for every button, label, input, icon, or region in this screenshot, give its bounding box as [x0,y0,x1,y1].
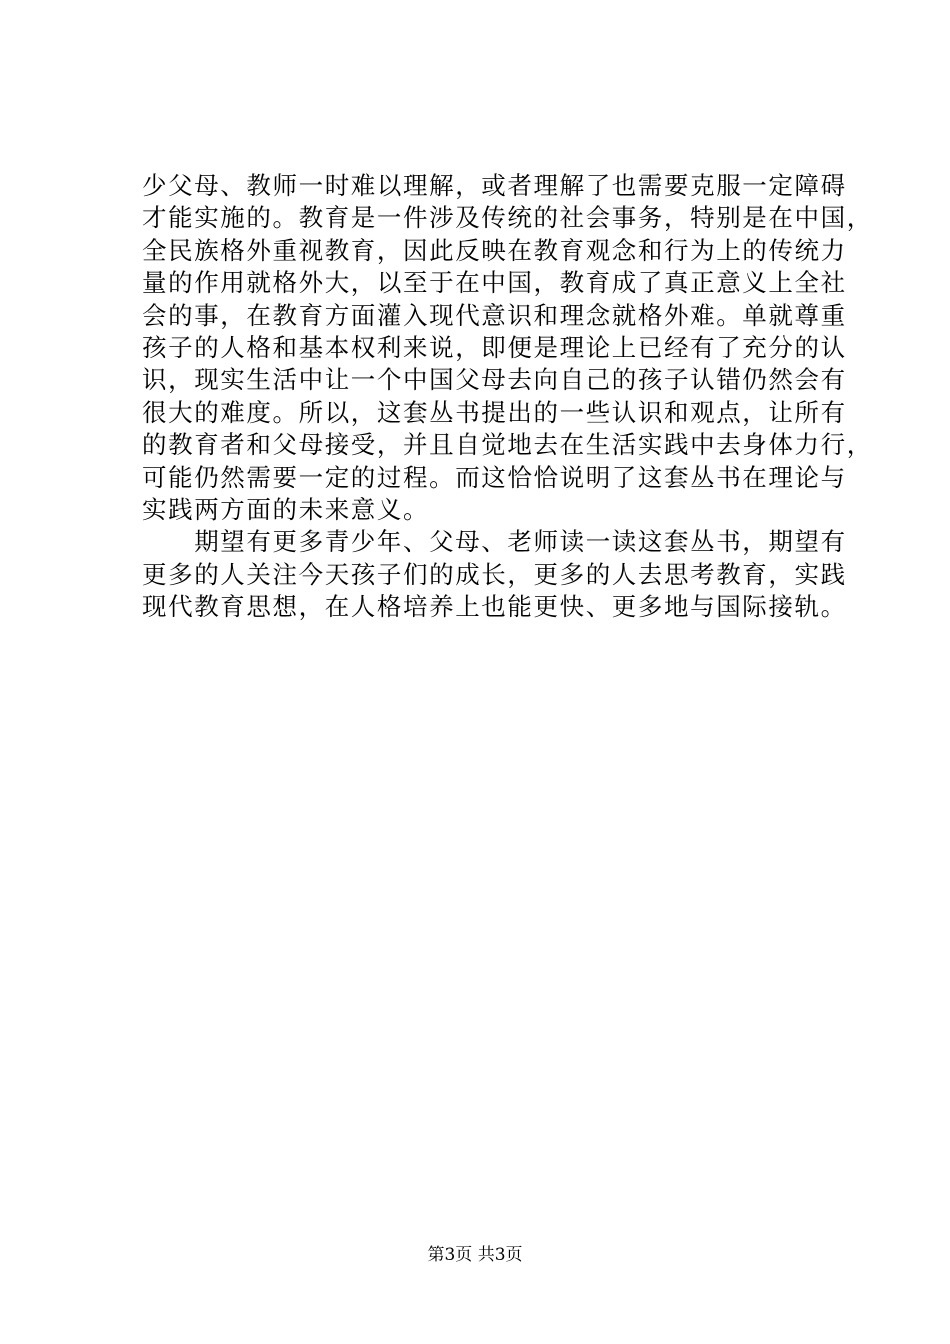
text-line: 期望有更多青少年、父母、老师读一读这套丛书，期望有 [142,527,847,557]
text-line: 的教育者和父母接受，并且自觉地去在生活实践中去身体力行， [142,430,873,460]
text-line: 少父母、教师一时难以理解，或者理解了也需要克服一定障碍 [142,171,847,200]
text-line: 才能实施的。教育是一件涉及传统的社会事务，特别是在中国， [142,203,873,233]
text-line: 实践两方面的未来意义。 [142,494,430,524]
text-line: 会的事，在教育方面灌入现代意识和理念就格外难。单就尊重 [142,300,847,330]
text-line: 现代教育思想，在人格培养上也能更快、更多地与国际接轨。 [142,592,847,622]
text-line: 识，现实生活中让一个中国父母去向自己的孩子认错仍然会有 [142,365,847,395]
body-text [142,170,873,623]
text-line: 很大的难度。所以，这套丛书提出的一些认识和观点，让所有 [142,397,847,427]
text-line: 可能仍然需要一定的过程。而这恰恰说明了这套丛书在理论与 [142,462,847,492]
text-line: 量的作用就格外大，以至于在中国，教育成了真正意义上全社 [142,268,847,298]
page-footer: 第3页 共3页 [427,1245,523,1265]
text-line: 孩子的人格和基本权利来说，即便是理论上已经有了充分的认 [142,332,847,362]
text-line: 更多的人关注今天孩子们的成长，更多的人去思考教育，实践 [142,559,847,589]
text-line: 全民族格外重视教育，因此反映在教育观念和行为上的传统力 [142,235,847,265]
